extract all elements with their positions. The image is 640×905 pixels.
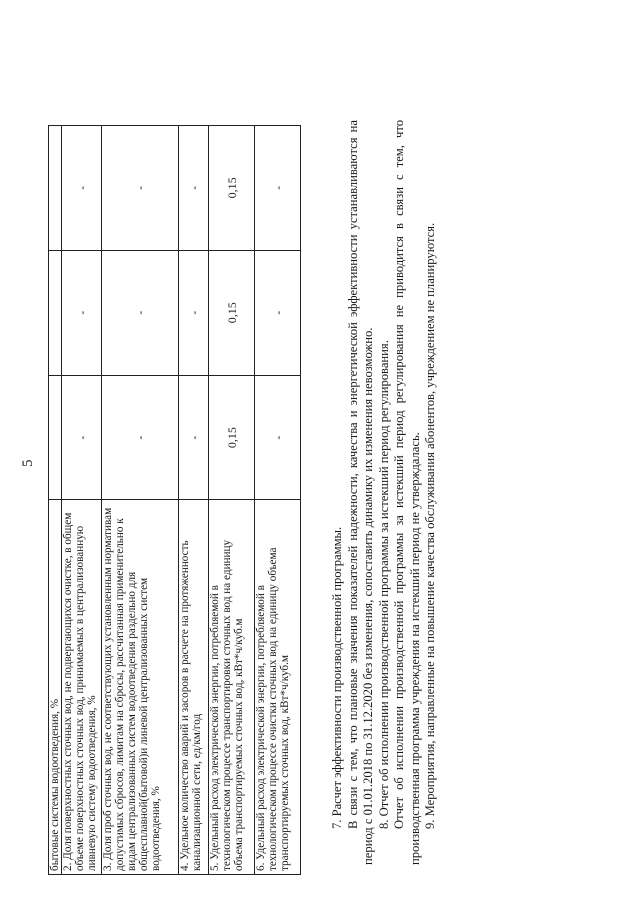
indicator-value-2: - <box>179 250 209 375</box>
indicator-value-3 <box>49 126 62 251</box>
table-row <box>102 126 179 875</box>
indicator-value-2: - <box>102 250 179 375</box>
section-8-heading: 8. Отчет об исполнении производственной программы за истекший период регулирования. <box>376 340 391 829</box>
indicator-value-1: 0,15 <box>209 375 255 500</box>
section-9-paragraph: 9. Мероприятия, направленные на повышение качества обслуживания абонентов, учреждением не планируются. <box>423 222 437 829</box>
indicator-label: 4. Удельное количество аварий и засоров в расчете на протяженность канализационной сети, ед/км/год <box>179 500 209 875</box>
body-text <box>330 120 439 865</box>
indicator-label: 5. Удельный расход электрической энергии, потребляемой в технологическом процессе транспортировки сточных вод на единицу объема транспортируемых сточных вод, кВт*ч/куб.м <box>209 500 255 875</box>
indicator-value-2: 0,15 <box>209 250 255 375</box>
table-row <box>255 126 301 875</box>
indicator-value-2: - <box>255 250 301 375</box>
indicator-value-3: - <box>102 126 179 251</box>
section-7-paragraph: В связи с тем, что плановые значения показателей надежности, качества и энергетической эффективности устанавливаются на период с 01.01.2018 по 31.12.2020 без изменения, сопоставить динамику их изменения невозможно. <box>345 120 375 865</box>
indicator-value-3: 0,15 <box>209 126 255 251</box>
indicator-value-2 <box>49 250 62 375</box>
section-7-heading: 7. Расчет эффективности производственной программы. <box>330 526 344 829</box>
section-8-paragraph: Отчет об исполнении производственной программы за истекший период регулирования не приводится в связи с тем, что производственная программа учреждения на истекший период не утверждалась. <box>392 120 422 865</box>
indicator-label: 6. Удельный расход электрической энергии, потребляемой в технологическом процессе очистки сточных вод на единицу объема транспортируемых сточных вод, кВт*ч/куб.м <box>255 500 301 875</box>
indicators-table-body <box>49 126 301 875</box>
indicator-value-3: - <box>62 126 102 251</box>
indicator-value-1: - <box>255 375 301 500</box>
table-row <box>49 126 62 875</box>
table-row <box>179 126 209 875</box>
indicator-value-1: - <box>62 375 102 500</box>
indicator-label: 2. Доля поверхностных сточных вод, не подвергающихся очистке, в общем объеме поверхностных сточных вод, принимаемых в централизованную ливневую систему водоотведения, % <box>62 500 102 875</box>
indicator-value-3: - <box>255 126 301 251</box>
indicator-label: 3. Доля проб сточных вод, не соответствующих установленным нормативам допустимых сбросов, лимитам на сбросы, рассчитанная применительно к видам централизованных систем водоотведения раздельно для общесплавной(бытовой)и линевой централизованных систем водоотведения, % <box>102 500 179 875</box>
indicators-table <box>48 125 301 875</box>
table-row <box>62 126 102 875</box>
indicator-value-2: - <box>62 250 102 375</box>
indicator-value-1: - <box>102 375 179 500</box>
page-number: 5 <box>20 459 36 467</box>
indicator-value-1 <box>49 375 62 500</box>
table-row <box>209 126 255 875</box>
indicator-value-3: - <box>179 126 209 251</box>
indicator-value-1: - <box>179 375 209 500</box>
indicator-label: бытовые системы водоотведения, % <box>49 500 62 875</box>
